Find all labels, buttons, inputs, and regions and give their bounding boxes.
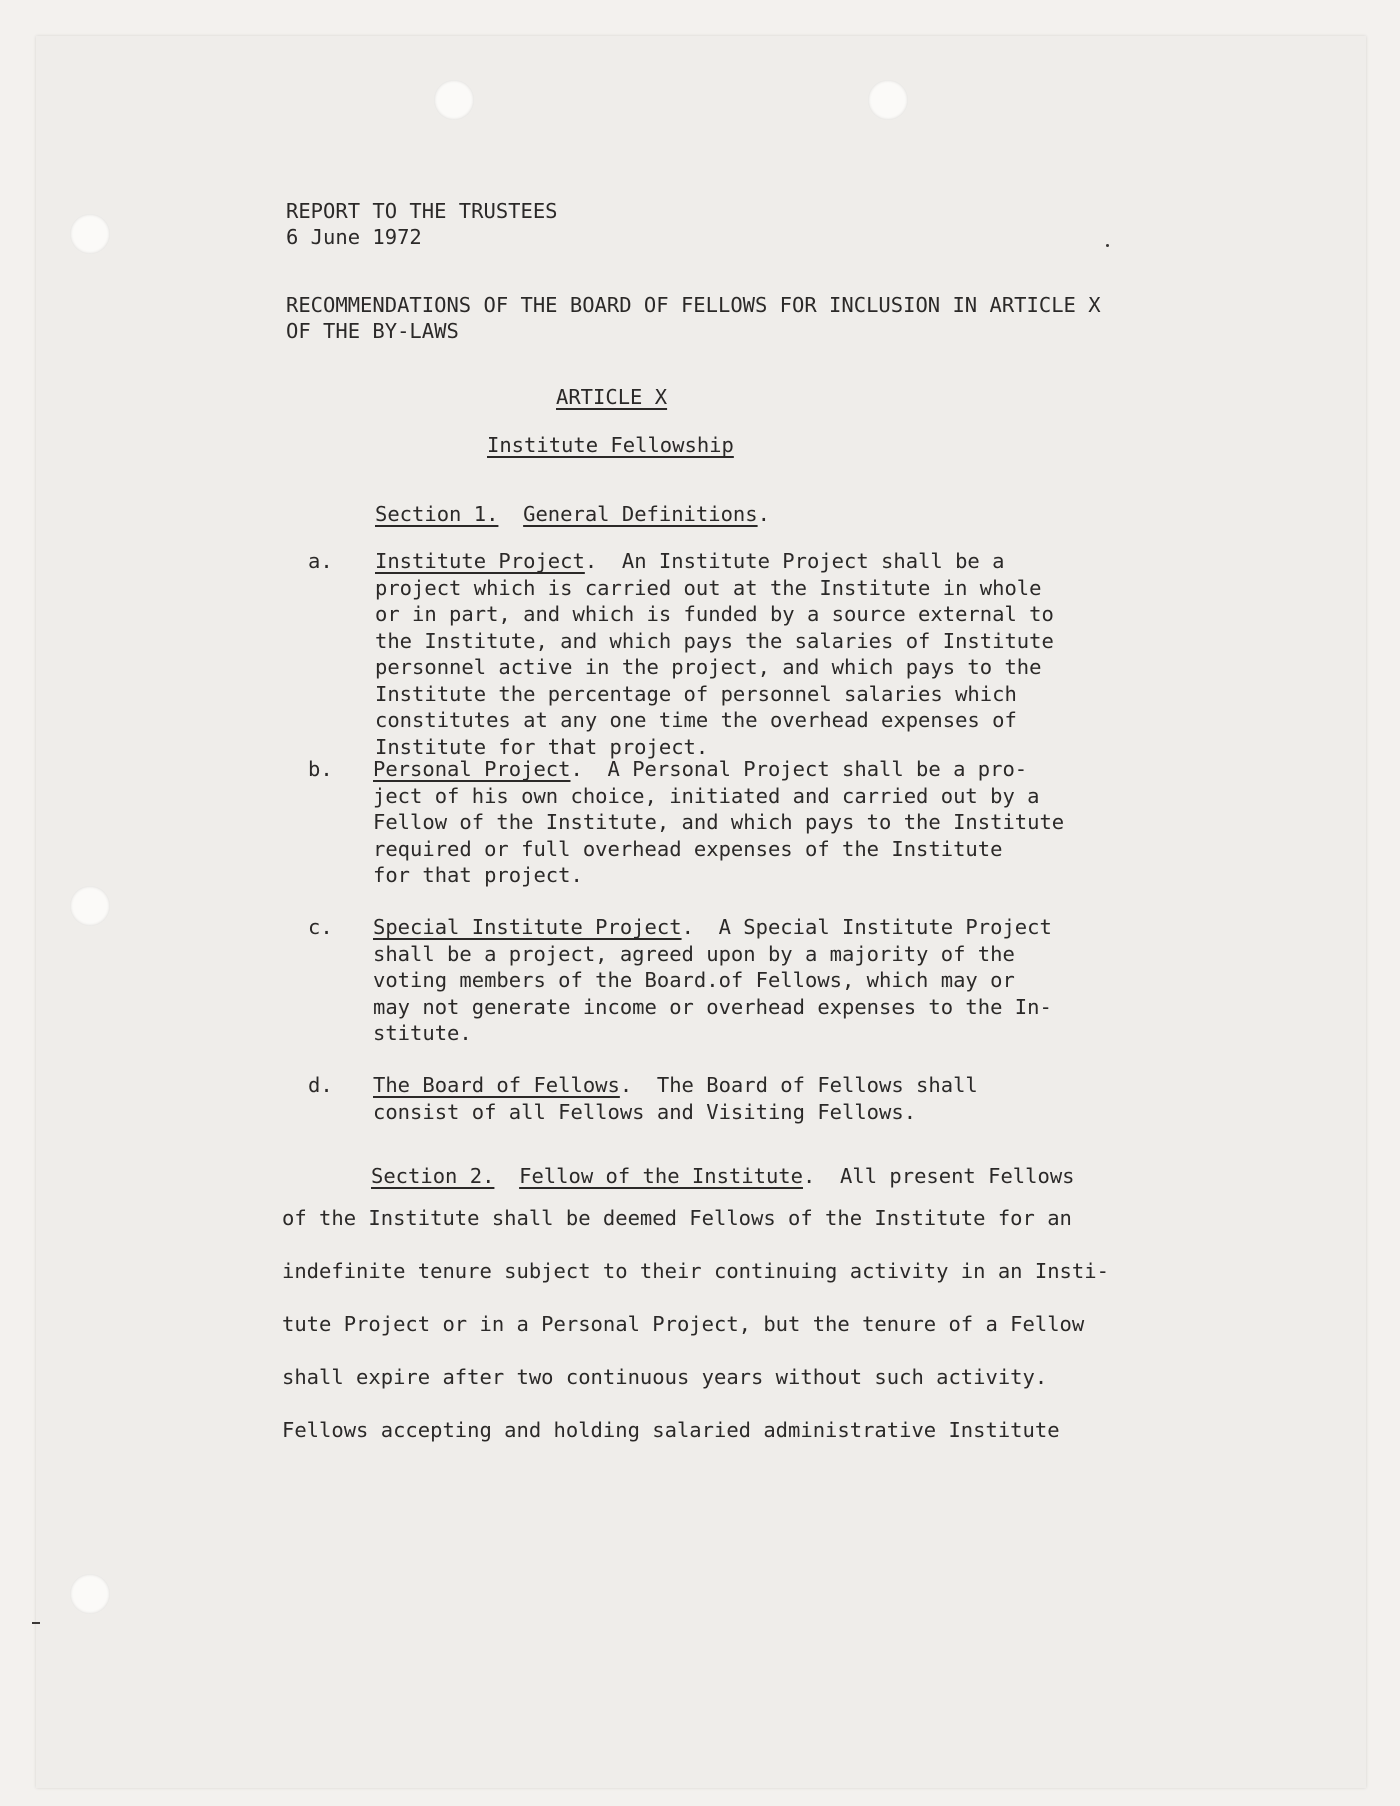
punch-hole-side-bottom — [70, 1574, 110, 1614]
item-d-text — [373, 1072, 978, 1125]
article-title: ARTICLE X — [556, 385, 668, 409]
item-a-line: the Institute, and which pays the salaries of Institute — [375, 628, 1054, 653]
section2-line: shall expire after two continuous years without such activity. — [282, 1365, 1048, 1389]
punch-hole-top-right — [868, 80, 908, 120]
stray-mark-left — [32, 1622, 40, 1624]
item-a-line: Institute for that project. — [375, 734, 709, 759]
item-a-line: Institute the percentage of personnel salaries which — [375, 681, 1017, 706]
item-a-line: project which is carried out at the Institute in whole — [375, 575, 1042, 600]
item-a-line: constitutes at any one time the overhead expenses of — [375, 708, 1017, 732]
section1-title: General Definitions — [523, 502, 758, 526]
section2-body — [282, 1192, 1109, 1457]
section2-title: Fellow of the Institute — [519, 1164, 803, 1188]
item-a-text — [375, 548, 1054, 760]
item-b-line: Fellow of the Institute, and which pays to the Institute — [373, 810, 1065, 834]
item-d-first-line: The Board of Fellows. The Board of Fellows shall — [373, 1073, 978, 1097]
item-b-line: required or full overhead expenses of the Institute — [373, 836, 1003, 861]
item-b-term: Personal Project — [373, 757, 571, 781]
section2-line: Fellows accepting and holding salaried administrative Institute — [282, 1418, 1060, 1442]
section1-heading — [375, 501, 770, 528]
item-c-first-line: Special Institute Project. A Special Institute Project — [373, 915, 1052, 939]
article-subtitle: Institute Fellowship — [487, 433, 734, 457]
item-c-letter: c. — [308, 915, 333, 939]
item-b-line: for that project. — [373, 863, 583, 887]
item-b-text — [373, 756, 1064, 889]
section2-line: of the Institute shall be deemed Fellows of the Institute for an — [282, 1206, 1072, 1230]
report-date: 6 June 1972 — [286, 225, 422, 249]
item-a-line: or in part, and which is funded by a source external to — [375, 602, 1054, 626]
item-c-line: shall be a project, agreed upon by a majority of the — [373, 941, 1015, 966]
item-d-line: consist of all Fellows and Visiting Fellows. — [373, 1099, 917, 1124]
section2-heading — [371, 1163, 1075, 1190]
item-a-line: personnel active in the project, and which pays to the — [375, 655, 1042, 679]
section2-line: indefinite tenure subject to their continuing activity in an Insti- — [282, 1259, 1109, 1283]
item-b-line: ject of his own choice, initiated and carried out by a — [373, 783, 1040, 808]
item-d-term: The Board of Fellows — [373, 1073, 620, 1097]
punch-hole-side-top — [70, 214, 110, 254]
punch-hole-top-left — [434, 80, 474, 120]
item-a-term: Institute Project — [375, 549, 585, 573]
recommendation-heading-line1: RECOMMENDATIONS OF THE BOARD OF FELLOWS FOR INCLUSION IN ARTICLE X — [286, 293, 1101, 317]
item-a-letter: a. — [308, 549, 333, 573]
item-c-text — [373, 914, 1052, 1047]
report-title: REPORT TO THE TRUSTEES — [286, 199, 558, 223]
recommendation-heading-line2: OF THE BY-LAWS — [286, 319, 459, 343]
item-c-line: may not generate income or overhead expenses to the In- — [373, 994, 1052, 1019]
item-a-first-line: Institute Project. An Institute Project shall be a — [375, 549, 1005, 573]
item-c-term: Special Institute Project — [373, 915, 682, 939]
item-c-line: voting members of the Board.of Fellows, which may or — [373, 968, 1015, 992]
section2-label: Section 2. — [371, 1164, 495, 1188]
section2-heading-rest: . All present Fellows — [802, 1164, 1075, 1188]
item-b-first-line: Personal Project. A Personal Project shall be a pro- — [373, 757, 1028, 781]
item-c-line: stitute. — [373, 1021, 472, 1045]
item-d-letter: d. — [308, 1073, 333, 1097]
stray-mark-right — [1106, 244, 1109, 247]
section2-line: tute Project or in a Personal Project, but the tenure of a Fellow — [282, 1312, 1085, 1336]
section1-label: Section 1. — [375, 502, 499, 526]
section1-period: . — [757, 502, 770, 526]
item-b-letter: b. — [308, 757, 333, 781]
document-page — [36, 36, 1366, 1788]
punch-hole-side-middle — [70, 886, 110, 926]
